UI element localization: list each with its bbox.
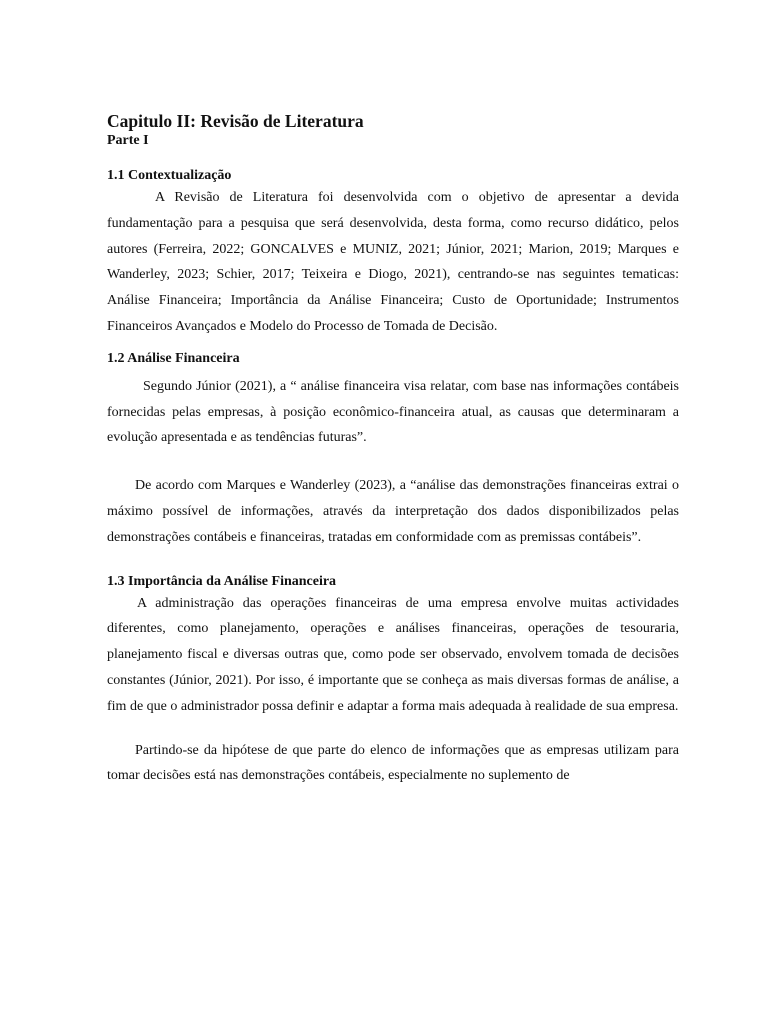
chapter-title: Capitulo II: Revisão de Literatura (107, 111, 364, 131)
paragraph-contextualizacao: A Revisão de Literatura foi desenvolvida com o objetivo de apresentar a devida fundamentação para a pesquisa que será desenvolvida, desta forma, como recurso didático, pelos autores (Ferreira, 2022; GONCALVES e MUNIZ, 2021; Júnior, 2021; Marion, 2019; Marques e Wanderley, 2023; Schier, 2017; Teixeira e Diogo, 2021), centrando-se nas seguintes tematicas: Análise Financeira; Importância da Análise Financeira; Custo de Oportunidade; Instrumentos Financeiros Avançados e Modelo do Processo de Tomada de Decisão. (107, 190, 679, 334)
section-heading-contextualizacao: 1.1 Contextualização (107, 168, 232, 183)
paragraph-importancia-2: Partindo-se da hipótese de que parte do elenco de informações que as empresas utilizam para tomar decisões está nas demonstrações contábeis, especialmente no suplemento de (107, 742, 679, 784)
part-title: Parte I (107, 133, 149, 148)
paragraph-importancia-1: A administração das operações financeiras de uma empresa envolve muitas actividades diferentes, como planejamento, operações e análises financeiras, operações de tesouraria, planejamento fiscal e diversas outras que, como pode ser observado, envolvem tomada de decisões constantes (Júnior, 2021). Por isso, é importante que se conheça as mais diversas formas de análise, a fim de que o administrador possa definir e adaptar a forma mais adequada à realidade de sua empresa. (107, 595, 679, 714)
section-heading-analise-financeira: 1.2 Análise Financeira (107, 350, 240, 366)
paragraph-analise-financeira-2: De acordo com Marques e Wanderley (2023), a “análise das demonstrações financeiras extrai o máximo possível de informações, através da interpretação dos dados disponibilizados pelas demonstrações contábeis e financeiras, tratadas em conformidade com as premissas contábeis”. (107, 478, 679, 545)
section-heading-importancia: 1.3 Importância da Análise Financeira (107, 573, 337, 589)
document-body (107, 110, 679, 789)
paragraph-analise-financeira-1: Segundo Júnior (2021), a “ análise financeira visa relatar, com base nas informações contábeis fornecidas pelas empresas, à posição econômico-financeira atual, as causas que determinaram a evolução apresentada e as tendências futuras”. (107, 378, 679, 446)
